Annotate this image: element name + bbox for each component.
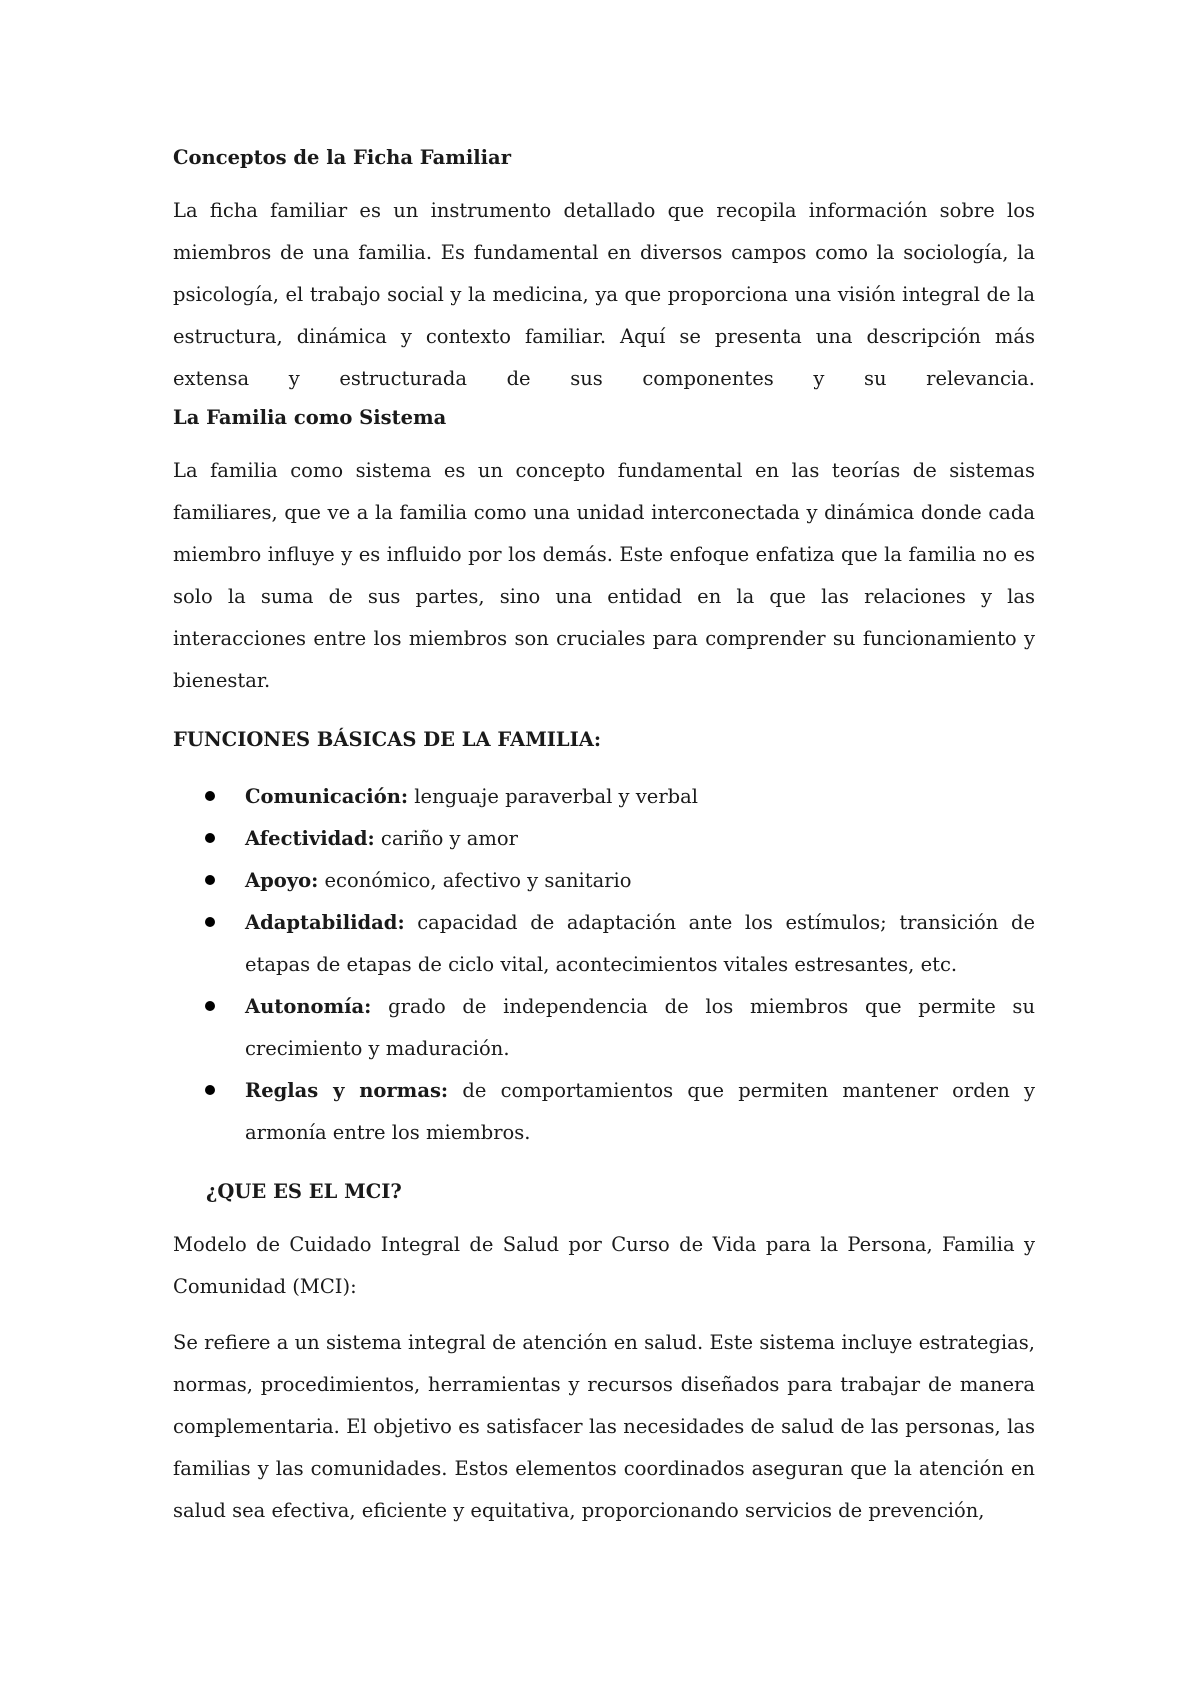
function-text: de comportamientos que permiten mantener orden y armonía entre los miembros. — [245, 1079, 1036, 1144]
document-page — [173, 140, 1035, 1532]
function-term: Autonomía: — [245, 995, 372, 1018]
function-term: Afectividad: — [245, 827, 375, 850]
section-title-ficha-familiar: Conceptos de la Ficha Familiar — [173, 146, 511, 169]
paragraph-mci-definition: Modelo de Cuidado Integral de Salud por Curso de Vida para la Persona, Familia y Comunidad (MCI): — [173, 1233, 1035, 1298]
bullet-icon — [205, 833, 215, 843]
bullet-icon — [205, 917, 215, 927]
list-item — [173, 902, 1035, 986]
bullet-icon — [205, 1001, 215, 1011]
functions-list — [173, 776, 1035, 1154]
function-text: capacidad de adaptación ante los estímulos; transición de etapas de etapas de ciclo vital, acontecimientos vitales estresantes, etc. — [245, 911, 1035, 976]
bullet-icon — [205, 875, 215, 885]
list-item — [173, 1070, 1035, 1154]
function-term: Reglas y normas: — [245, 1079, 449, 1102]
function-text: lenguaje paraverbal y verbal — [408, 785, 698, 808]
function-text: grado de independencia de los miembros que permite su crecimiento y maduración. — [245, 995, 1035, 1060]
function-term: Apoyo: — [245, 869, 319, 892]
bullet-icon — [205, 1085, 215, 1095]
section-title-mci: ¿QUE ES EL MCI? — [206, 1180, 402, 1203]
list-item — [173, 776, 1035, 818]
bullet-icon — [205, 791, 215, 801]
paragraph-familia-sistema: La familia como sistema es un concepto fundamental en las teorías de sistemas familiares, que ve a la familia como una unidad interconectada y dinámica donde cada miembro influye y es influido por los demás. Este enfoque enfatiza que la familia no es solo la suma de sus partes, sino una entidad en la que las relaciones y las interacciones entre los miembros son cruciales para comprender su funcionamiento y bienestar. — [173, 459, 1035, 692]
list-item — [173, 986, 1035, 1070]
paragraph-ficha-familiar: La ficha familiar es un instrumento detallado que recopila información sobre los miembros de una familia. Es fundamental en diversos campos como la sociología, la psicología, el trabajo social y la medicina, ya que proporciona una visión integral de la estructura, dinámica y contexto familiar. Aquí se presenta una descripción más extensa y estructurada de sus componentes y su relevancia. — [173, 199, 1035, 390]
list-item — [173, 818, 1035, 860]
function-term: Comunicación: — [245, 785, 409, 808]
function-term: Adaptabilidad: — [245, 911, 405, 934]
function-text: cariño y amor — [374, 827, 518, 850]
section-title-familia-sistema: La Familia como Sistema — [173, 406, 447, 429]
function-text: económico, afectivo y sanitario — [318, 869, 632, 892]
list-item — [173, 860, 1035, 902]
section-title-funciones: FUNCIONES BÁSICAS DE LA FAMILIA: — [173, 728, 602, 751]
paragraph-mci-description: Se refiere a un sistema integral de atención en salud. Este sistema incluye estrategias, normas, procedimientos, herramientas y recursos diseñados para trabajar de manera complementaria. El objetivo es satisfacer las necesidades de salud de las personas, las familias y las comunidades. Estos elementos coordinados aseguran que la atención en salud sea efectiva, eficiente y equitativa, proporcionando servicios de prevención, — [173, 1331, 1035, 1522]
